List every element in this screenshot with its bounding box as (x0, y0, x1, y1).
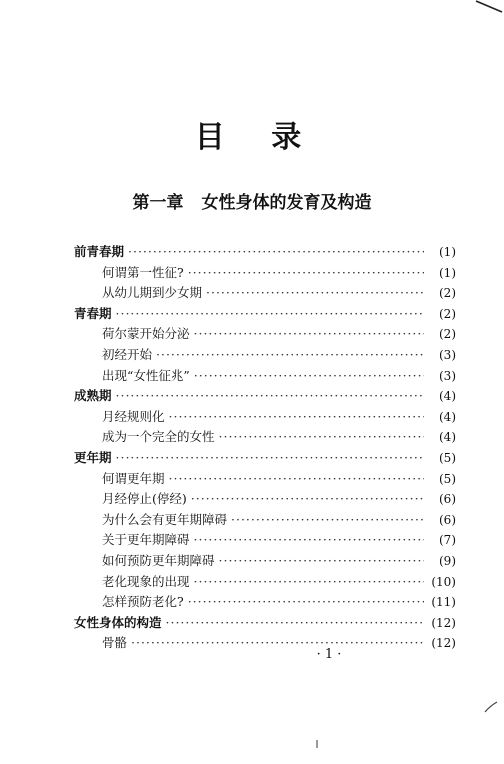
toc-entry-row (74, 592, 456, 613)
toc-page-number: (3) (439, 347, 456, 362)
toc-entry-label: 何谓第一性征? (102, 264, 184, 280)
scan-edge-mark (484, 700, 498, 714)
toc-entry-row (74, 324, 456, 345)
dot-leader (194, 326, 424, 341)
toc-page-number: (2) (439, 286, 456, 301)
dot-leader (206, 285, 424, 300)
dot-leader (116, 306, 424, 321)
toc-page-number: (6) (439, 512, 456, 527)
toc-page-number: (2) (439, 327, 456, 342)
toc-page-number: (7) (439, 533, 456, 548)
dot-leader (169, 409, 424, 424)
toc-entry-label: 从幼儿期到少女期 (102, 285, 203, 301)
toc-entry-row (74, 283, 456, 304)
toc-entry-row (74, 489, 456, 510)
toc-entry-label: 如何预防更年期障碍 (102, 552, 215, 568)
toc-page-number: (3) (439, 368, 456, 383)
toc-entry-row (74, 572, 456, 593)
scan-gutter-mark (316, 740, 318, 748)
toc-entry-label: 怎样预防老化? (102, 594, 184, 610)
dot-leader (156, 347, 424, 362)
toc-page-number: (9) (439, 553, 456, 568)
toc-entry-row (74, 530, 456, 551)
dot-leader (219, 553, 424, 568)
toc-entry-row (74, 263, 456, 284)
page-title: 目 录 (194, 120, 320, 155)
dot-leader (191, 491, 424, 506)
toc-page-number: (1) (439, 265, 456, 280)
toc-page-number: (12) (431, 636, 456, 651)
toc-section-row (74, 386, 456, 407)
dot-leader (116, 388, 424, 403)
toc-entry-row (74, 469, 456, 490)
chapter-name: 女性身体的发育及构造 (201, 193, 372, 213)
toc-section-label: 更年期 (74, 449, 112, 465)
toc-entry-label: 初经开始 (102, 346, 153, 362)
toc-entry-label: 月经规则化 (102, 408, 165, 424)
dot-leader (188, 594, 424, 609)
toc-page-number: (6) (439, 492, 456, 507)
toc-entry-label: 何谓更年期 (102, 470, 165, 486)
dot-leader (194, 368, 424, 383)
dot-leader (169, 471, 424, 486)
toc-entry-row (74, 551, 456, 572)
toc-page-number: (12) (431, 615, 456, 630)
toc-entry-label: 骨骼 (102, 635, 128, 651)
dot-leader (116, 450, 424, 465)
dot-leader (188, 265, 424, 280)
toc-entry-row (74, 345, 456, 366)
toc-section-label: 前青春期 (74, 244, 125, 259)
toc-section-row (74, 242, 456, 263)
toc-section-label: 青春期 (74, 305, 112, 321)
toc-page-number: (4) (439, 389, 456, 404)
toc-section-label: 女性身体的构造 (74, 614, 162, 630)
page-number-footer: · 1 · (316, 647, 342, 662)
dot-leader (128, 244, 424, 259)
toc-page-number: (4) (439, 430, 456, 445)
toc-page-number: (1) (439, 245, 456, 259)
toc-page-number: (5) (439, 471, 456, 486)
table-of-contents (74, 242, 456, 654)
toc-entry-row (74, 427, 456, 448)
chapter-heading (0, 188, 504, 213)
toc-entry-row (74, 407, 456, 428)
dot-leader (231, 512, 424, 527)
toc-entry-label: 荷尔蒙开始分泌 (102, 326, 190, 342)
dot-leader (166, 615, 424, 630)
toc-page-number: (4) (439, 409, 456, 424)
toc-page-number: (11) (431, 595, 456, 610)
toc-entry-label: 老化现象的出现 (102, 573, 190, 589)
toc-entry-label: 月经停止(停经) (102, 491, 187, 507)
toc-section-label: 成熟期 (74, 388, 112, 404)
toc-entry-row (74, 510, 456, 531)
chapter-number: 第一章 (132, 193, 184, 213)
toc-page-number: (10) (431, 574, 456, 589)
toc-entry-label: 出现“女性征兆” (102, 367, 190, 383)
dot-leader (219, 429, 424, 444)
dot-leader (194, 532, 424, 547)
scan-corner-mark (474, 0, 504, 14)
toc-section-row (74, 304, 456, 325)
toc-page-number: (5) (439, 450, 456, 465)
toc-entry-label: 为什么会有更年期障碍 (102, 511, 228, 527)
dot-leader (194, 574, 424, 589)
toc-section-row (74, 613, 456, 634)
toc-page-number: (2) (439, 306, 456, 321)
toc-section-row (74, 448, 456, 469)
toc-entry-row (74, 366, 456, 387)
toc-entry-label: 成为一个完全的女性 (102, 429, 215, 445)
toc-entry-label: 关于更年期障碍 (102, 532, 190, 548)
